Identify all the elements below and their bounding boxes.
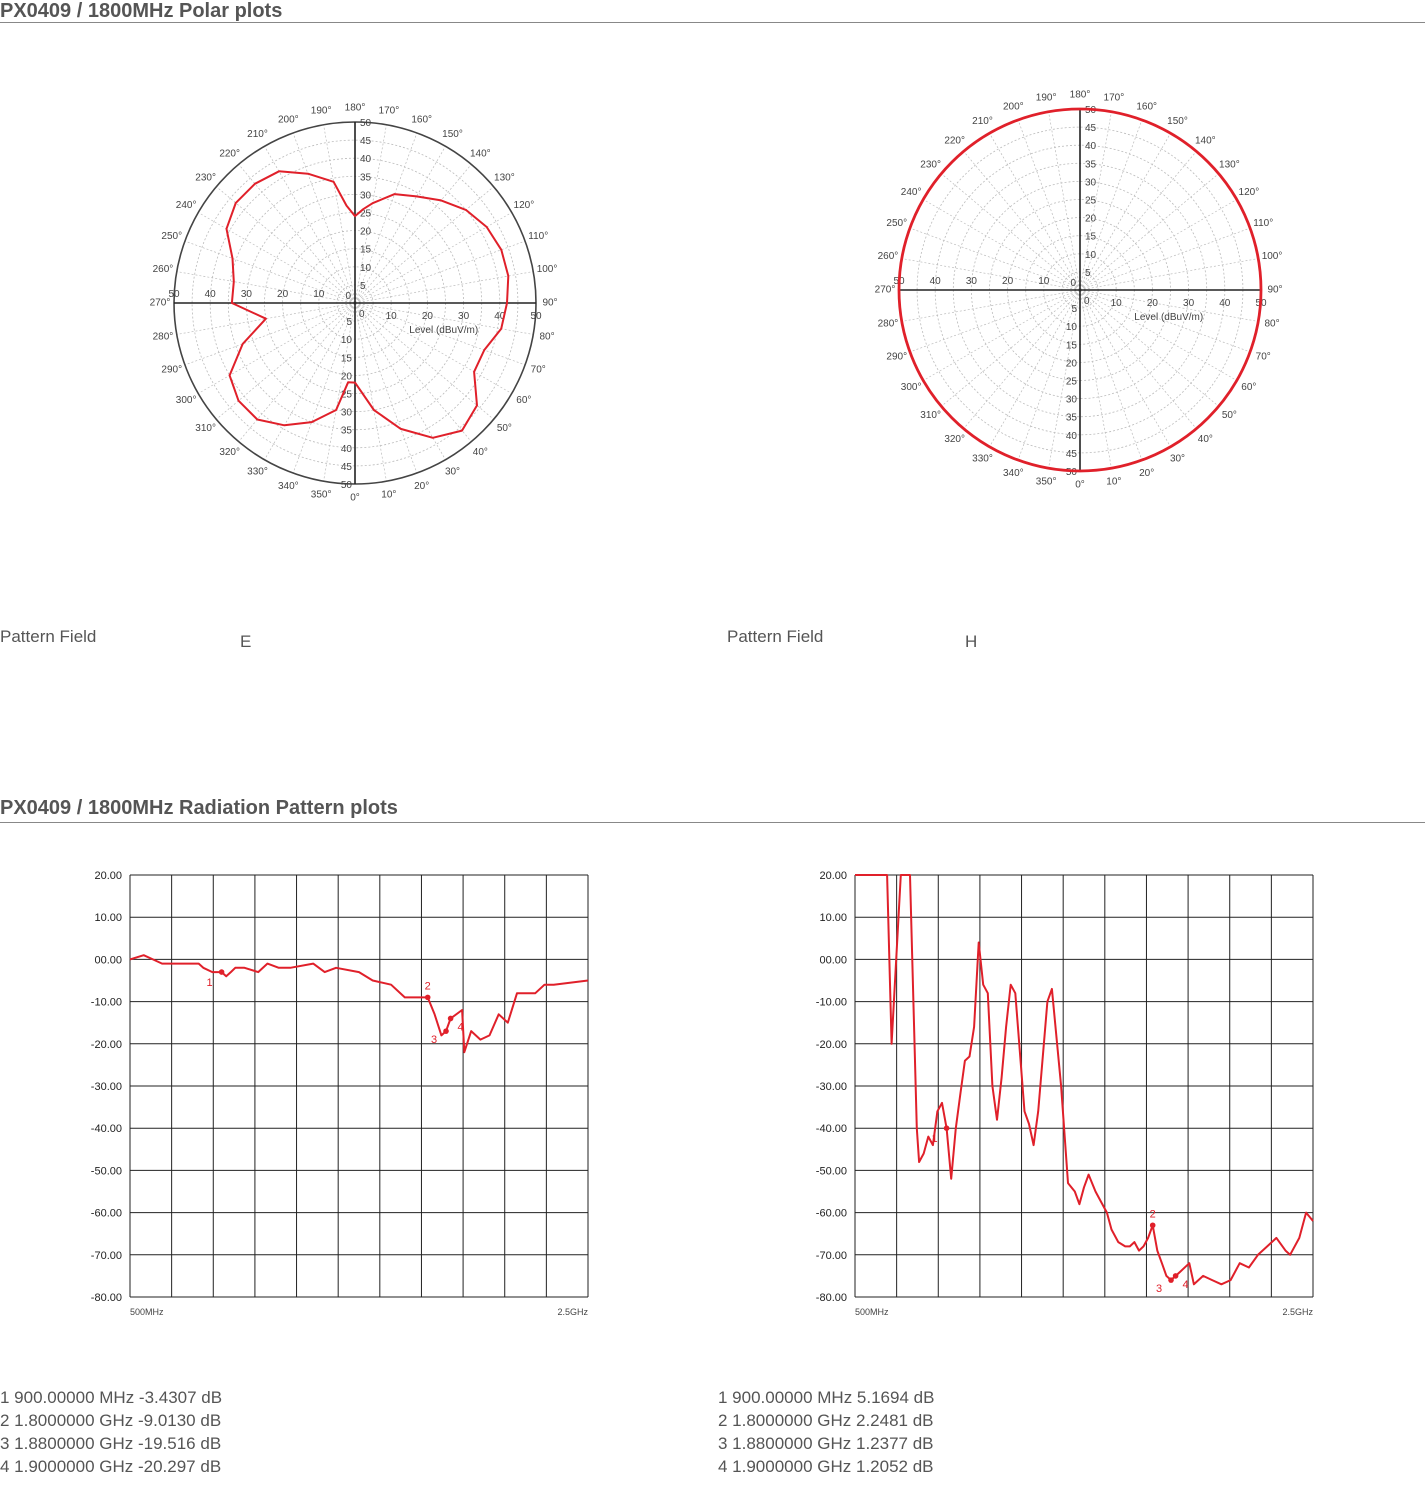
pattern-field-value-h: H — [965, 632, 978, 651]
polar-grid-spoke — [177, 272, 355, 303]
polar-grid-spoke — [355, 303, 471, 442]
polar-angle-label: 300° — [175, 395, 197, 407]
polar-radial-label: 50 — [1065, 467, 1077, 478]
polar-angle-label: 160° — [411, 114, 433, 126]
polar-angle-label: 200° — [277, 114, 299, 126]
chart-y-tick-label: 20.00 — [819, 870, 847, 882]
polar-radial-label: 5 — [346, 317, 352, 329]
polar-radial-label: 25 — [340, 389, 352, 401]
polar-grid-spoke — [1080, 259, 1258, 290]
polar-radial-label: 50 — [1085, 105, 1097, 116]
polar-angle-label: 330° — [972, 453, 993, 465]
chart-y-tick-label: -60.00 — [90, 1207, 122, 1220]
polar-angle-label: 20° — [414, 480, 430, 492]
chart-y-tick-label: -40.00 — [815, 1123, 847, 1136]
polar-angle-label: 220° — [944, 135, 966, 147]
chart-series-line — [130, 955, 588, 1052]
polar-axis-label: 40 — [204, 289, 216, 300]
marker-line: 4 1.9000000 GHz 1.2052 dB — [718, 1457, 934, 1476]
chart-marker-dot — [448, 1016, 454, 1022]
chart-marker-label: 3 — [1155, 1283, 1163, 1296]
polar-angle-label: 240° — [900, 187, 922, 199]
polar-radial-label: 45 — [1085, 123, 1097, 135]
polar-angle-label: 70° — [530, 364, 546, 376]
polar-angle-label: 320° — [944, 434, 966, 446]
polar-radial-label: 30 — [1065, 394, 1077, 406]
polar-axis-label: 10 — [385, 311, 397, 322]
chart-y-tick-label: -20.00 — [90, 1038, 122, 1051]
chart-y-tick-label: -20.00 — [815, 1038, 847, 1051]
polar-radial-label: 45 — [1065, 448, 1077, 460]
radiation-section-divider — [0, 822, 1425, 823]
polar-angle-label: 270° — [874, 284, 896, 296]
polar-grid-spoke — [1080, 290, 1237, 381]
polar-axis-label: 10 — [1038, 276, 1050, 287]
polar-axis-label: 50 — [168, 289, 180, 300]
polar-radial-label: 15 — [1085, 231, 1097, 243]
polar-radial-label: 25 — [360, 208, 372, 220]
polar-radial-label: 10 — [340, 335, 352, 347]
polar-angle-label: 310° — [920, 409, 941, 421]
polar-angle-label: 340° — [277, 480, 299, 492]
polar-radial-label: 40 — [340, 443, 352, 455]
polar-section-title: PX0409 / 1800MHz Polar plots — [0, 0, 283, 22]
polar-grid-spoke — [1080, 290, 1196, 429]
polar-angle-label: 310° — [195, 422, 216, 434]
polar-angle-label: 30° — [444, 466, 461, 478]
chart-marker-dot — [1150, 1222, 1156, 1228]
polar-angle-label: 170° — [1103, 92, 1125, 104]
marker-line: 4 1.9000000 GHz -20.297 dB — [0, 1457, 222, 1476]
polar-angle-label: 180° — [1069, 89, 1091, 101]
polar-angle-label: 230° — [920, 159, 941, 171]
chart-y-tick-label: -30.00 — [90, 1081, 122, 1093]
polar-angle-label: 350° — [310, 489, 332, 501]
chart-y-tick-label: -50.00 — [90, 1165, 122, 1178]
polar-angle-label: 40° — [472, 447, 488, 459]
chart-x-tick-label: 2.5GHz — [557, 1307, 588, 1317]
polar-grid-spoke — [355, 303, 512, 394]
polar-angle-label: 110° — [528, 230, 549, 242]
polar-angle-label: 300° — [900, 382, 922, 394]
chart-marker-dot — [425, 995, 431, 1001]
chart-marker-dot — [944, 1125, 950, 1131]
polar-angle-label: 330° — [247, 466, 268, 478]
polar-unit-label: Level (dBuV/m) — [1134, 312, 1204, 323]
chart-y-tick-label: -40.00 — [90, 1123, 122, 1136]
polar-angle-label: 210° — [972, 115, 993, 127]
polar-angle-label: 110° — [1253, 217, 1274, 229]
polar-angle-label: 180° — [344, 102, 366, 114]
marker-line: 2 1.8000000 GHz 2.2481 dB — [718, 1411, 934, 1430]
polar-angle-label: 50° — [1221, 409, 1237, 421]
chart-y-tick-label: -30.00 — [815, 1081, 847, 1093]
polar-axis-label: 40 — [1219, 298, 1231, 309]
polar-radial-label: 50 — [340, 480, 352, 491]
polar-axis-label: 20 — [277, 289, 289, 300]
marker-line: 3 1.8800000 GHz 1.2377 dB — [718, 1434, 934, 1453]
polar-angle-label: 250° — [161, 230, 183, 242]
polar-unit-label: Level (dBuV/m) — [409, 325, 479, 336]
polar-grid-spoke — [355, 164, 471, 303]
polar-radial-label: 5 — [1071, 304, 1077, 316]
polar-angle-label: 0° — [1075, 479, 1085, 491]
polar-angle-label: 100° — [1261, 250, 1283, 262]
polar-axis-label: 40 — [929, 276, 941, 287]
polar-angle-label: 90° — [1267, 284, 1283, 296]
polar-angle-label: 10° — [381, 489, 397, 501]
polar-radial-label: 40 — [1085, 141, 1097, 153]
polar-angle-label: 50° — [496, 422, 512, 434]
polar-radial-label: 40 — [360, 154, 372, 166]
polar-axis-label: 30 — [1183, 298, 1195, 309]
polar-radial-label: 5 — [1085, 267, 1091, 279]
polar-angle-label: 130° — [1219, 159, 1240, 171]
polar-angle-label: 160° — [1136, 101, 1158, 113]
polar-radial-label: 40 — [1065, 430, 1077, 442]
chart-y-tick-label: -10.00 — [815, 996, 847, 1009]
polar-grid-spoke — [964, 151, 1080, 290]
polar-radial-label: 50 — [360, 118, 372, 129]
chart-y-tick-label: 10.00 — [819, 912, 847, 925]
polar-axis-label: 50 — [893, 276, 905, 287]
polar-axis-label: 20 — [421, 311, 433, 322]
polar-axis-label: 0 — [1070, 278, 1076, 289]
polar-grid-spoke — [216, 303, 355, 419]
polar-axis-label: 40 — [494, 311, 506, 322]
polar-radial-label: 10 — [1065, 322, 1077, 334]
polar-axis-label: 30 — [458, 311, 470, 322]
pattern-field-label-e: Pattern Field — [0, 627, 97, 646]
pattern-field-value-e: E — [240, 632, 252, 651]
polar-angle-label: 260° — [877, 250, 899, 262]
chart-y-tick-label: -60.00 — [815, 1207, 847, 1220]
polar-radial-label: 20 — [1085, 213, 1097, 225]
chart-marker-dot — [443, 1028, 449, 1034]
chart-x-tick-label: 500MHz — [130, 1307, 164, 1317]
polar-angle-label: 190° — [310, 105, 332, 117]
chart-marker-label: 1 — [206, 977, 213, 990]
polar-angle-label: 230° — [195, 172, 216, 184]
chart-x-tick-label: 2.5GHz — [1282, 1307, 1313, 1317]
polar-angle-label: 340° — [1002, 467, 1024, 479]
polar-radial-label: 20 — [340, 371, 352, 383]
polar-radial-label: 25 — [1065, 376, 1077, 388]
polar-angle-label: 70° — [1255, 351, 1271, 363]
polar-angle-label: 130° — [494, 172, 515, 184]
polar-angle-label: 290° — [161, 364, 183, 376]
marker-line: 1 900.00000 MHz -3.4307 dB — [0, 1388, 223, 1407]
chart-series-line — [855, 875, 1313, 1284]
polar-axis-label: 50 — [530, 311, 542, 322]
polar-axis-label: 0 — [1084, 296, 1090, 307]
polar-angle-label: 0° — [350, 492, 360, 504]
polar-angle-label: 200° — [1002, 101, 1024, 113]
polar-angle-label: 40° — [1197, 434, 1213, 446]
polar-radial-label: 35 — [1085, 159, 1097, 171]
polar-angle-label: 140° — [1194, 135, 1216, 147]
polar-angle-label: 290° — [886, 351, 908, 363]
radiation-section-title: PX0409 / 1800MHz Radiation Pattern plots — [0, 797, 398, 819]
polar-angle-label: 60° — [1241, 382, 1257, 394]
polar-grid-spoke — [902, 259, 1080, 290]
polar-angle-label: 190° — [1035, 92, 1057, 104]
polar-plot-h — [850, 60, 1310, 520]
polar-radial-label: 20 — [360, 226, 372, 238]
polar-grid-spoke — [1080, 290, 1142, 460]
marker-readout-1 — [0, 1386, 222, 1478]
polar-radial-label: 25 — [1085, 195, 1097, 207]
chart-y-tick-label: -10.00 — [90, 996, 122, 1009]
chart-y-tick-label: -50.00 — [815, 1165, 847, 1178]
polar-angle-label: 30° — [1169, 453, 1186, 465]
polar-angle-label: 240° — [175, 200, 197, 212]
polar-axis-label: 10 — [313, 289, 325, 300]
polar-radial-label: 15 — [360, 244, 372, 256]
polar-grid-spoke — [355, 303, 386, 481]
polar-radial-label: 30 — [1085, 177, 1097, 189]
polar-plot-e — [125, 73, 585, 533]
polar-grid-spoke — [355, 303, 417, 473]
polar-angle-label: 220° — [219, 148, 241, 160]
polar-axis-label: 20 — [1146, 298, 1158, 309]
polar-radial-label: 15 — [340, 353, 352, 365]
polar-angle-label: 150° — [1167, 115, 1188, 127]
chart-marker-dot — [219, 969, 225, 975]
polar-axis-label: 30 — [240, 289, 252, 300]
polar-axis-label: 50 — [1255, 298, 1267, 309]
polar-angle-label: 60° — [516, 395, 532, 407]
polar-radial-label: 45 — [340, 461, 352, 473]
polar-radial-label: 10 — [360, 262, 372, 274]
chart-marker-dot — [1168, 1277, 1174, 1283]
polar-axis-label: 10 — [1110, 298, 1122, 309]
chart-y-tick-label: 20.00 — [94, 870, 122, 882]
polar-angle-label: 270° — [149, 297, 171, 309]
polar-grid-spoke — [1080, 290, 1111, 468]
polar-radial-label: 35 — [340, 425, 352, 437]
polar-angle-label: 260° — [152, 263, 174, 275]
chart-marker-dot — [1173, 1273, 1179, 1279]
chart-y-tick-label: 00.00 — [819, 954, 847, 967]
polar-radial-label: 45 — [360, 136, 372, 148]
polar-radial-label: 35 — [360, 172, 372, 184]
chart-x-tick-label: 500MHz — [855, 1307, 889, 1317]
polar-angle-label: 250° — [886, 217, 908, 229]
polar-angle-label: 90° — [542, 297, 558, 309]
polar-angle-label: 150° — [442, 128, 463, 140]
polar-radial-label: 35 — [1065, 412, 1077, 424]
marker-line: 2 1.8000000 GHz -9.0130 dB — [0, 1411, 222, 1430]
chart-y-tick-label: -70.00 — [815, 1249, 847, 1262]
polar-angle-label: 280° — [152, 331, 174, 343]
chart-y-tick-label: -80.00 — [815, 1292, 847, 1304]
pattern-field-label-h: Pattern Field — [727, 627, 824, 646]
chart-y-tick-label: -80.00 — [90, 1292, 122, 1304]
polar-radial-label: 20 — [1065, 358, 1077, 370]
chart-y-tick-label: 00.00 — [94, 954, 122, 967]
marker-readout-2 — [718, 1386, 934, 1478]
polar-grid-spoke — [941, 290, 1080, 406]
polar-angle-label: 100° — [536, 263, 558, 275]
polar-grid-spoke — [216, 187, 355, 303]
chart-marker-label: 4 — [1182, 1278, 1189, 1291]
chart-marker-label: 2 — [1149, 1208, 1156, 1221]
polar-angle-label: 80° — [1264, 318, 1280, 330]
polar-angle-label: 10° — [1106, 476, 1122, 488]
polar-axis-label: 0 — [359, 309, 365, 320]
chart-marker-label: 1 — [931, 1133, 938, 1146]
radiation-plot-1 — [80, 860, 680, 1320]
polar-angle-label: 210° — [247, 128, 268, 140]
polar-radial-label: 5 — [360, 280, 366, 292]
radiation-plot-2 — [805, 860, 1405, 1320]
polar-grid-spoke — [990, 133, 1081, 290]
polar-radial-label: 15 — [1065, 340, 1077, 352]
chart-y-tick-label: 10.00 — [94, 912, 122, 925]
polar-axis-label: 0 — [345, 291, 351, 302]
polar-angle-label: 350° — [1035, 476, 1057, 488]
polar-radial-label: 10 — [1085, 249, 1097, 261]
chart-y-tick-label: -70.00 — [90, 1249, 122, 1262]
marker-line: 1 900.00000 MHz 5.1694 dB — [718, 1388, 935, 1407]
polar-radial-label: 30 — [340, 407, 352, 419]
polar-angle-label: 120° — [1238, 187, 1260, 199]
polar-angle-label: 20° — [1139, 467, 1155, 479]
chart-marker-label: 2 — [424, 980, 431, 993]
polar-axis-label: 20 — [1002, 276, 1014, 287]
polar-angle-label: 120° — [513, 200, 535, 212]
polar-radial-label: 30 — [360, 190, 372, 202]
polar-section-divider — [0, 22, 1425, 23]
polar-angle-label: 320° — [219, 447, 241, 459]
polar-angle-label: 280° — [877, 318, 899, 330]
chart-marker-label: 3 — [430, 1034, 438, 1047]
polar-grid-spoke — [265, 146, 356, 303]
polar-axis-label: 30 — [965, 276, 977, 287]
polar-grid-spoke — [941, 174, 1080, 290]
polar-angle-label: 170° — [378, 105, 400, 117]
polar-grid-spoke — [239, 164, 355, 303]
polar-angle-label: 80° — [539, 331, 555, 343]
polar-angle-label: 140° — [469, 148, 491, 160]
chart-marker-label: 4 — [457, 1021, 464, 1034]
marker-line: 3 1.8800000 GHz -19.516 dB — [0, 1434, 222, 1453]
